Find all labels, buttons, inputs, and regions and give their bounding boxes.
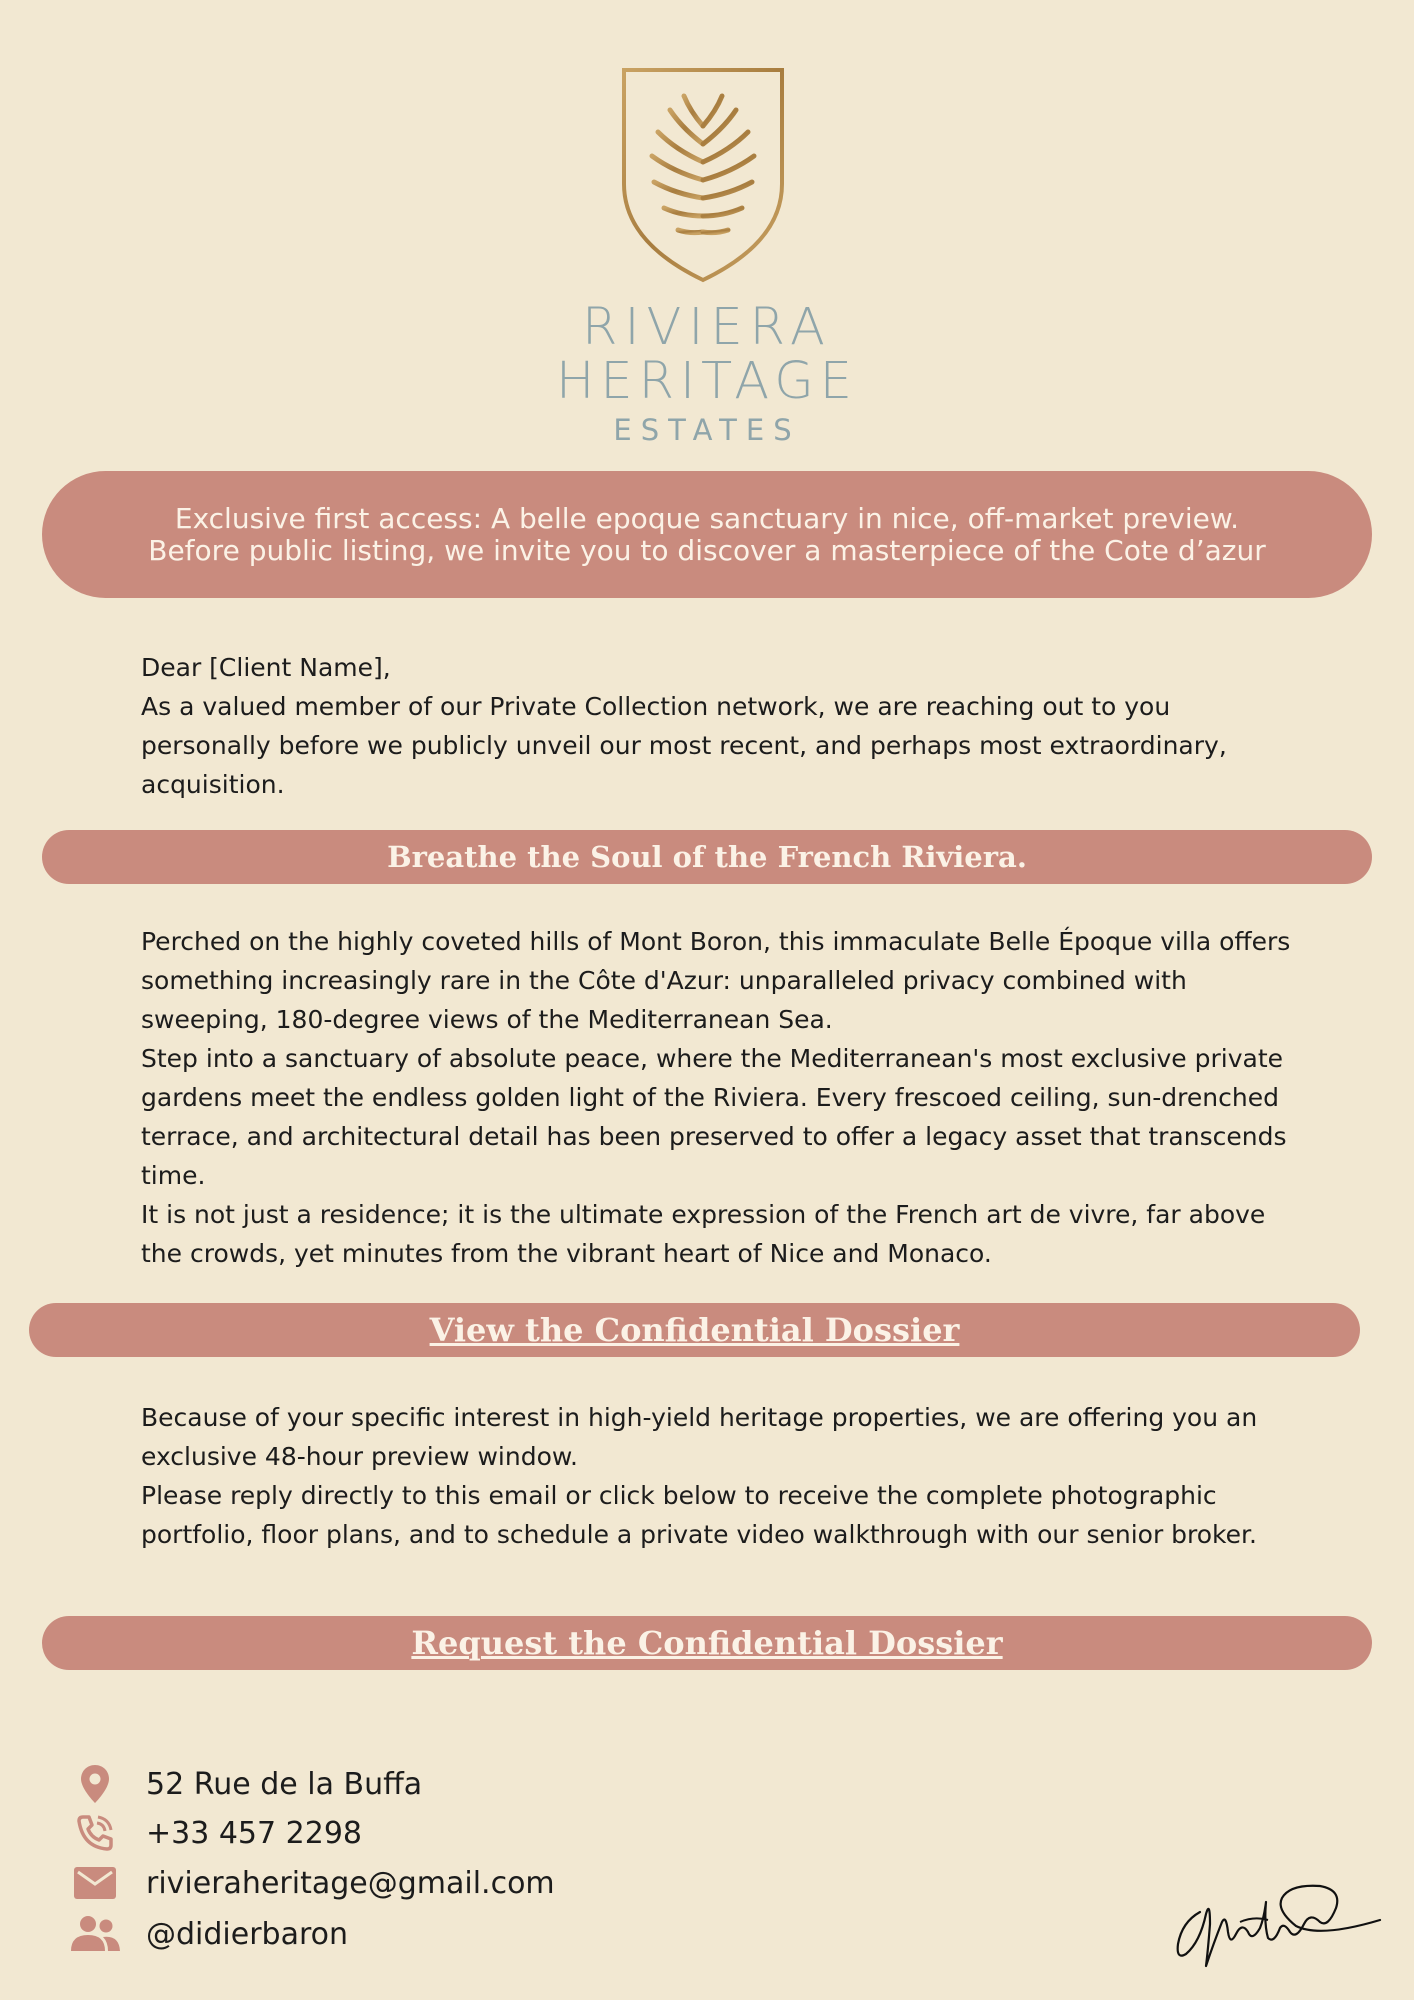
contact-address [66, 1762, 422, 1806]
offer-paragraph: Please reply directly to this email or click below to receive the complete photographic portfolio, floor plans, and to schedule a private video walkthrough with our senior broker. [141, 1481, 1257, 1549]
contact-phone [66, 1811, 362, 1855]
offer-paragraph: Because of your specific interest in high-yield heritage properties, we are offering you an exclusive 48-hour preview window. [141, 1403, 1258, 1471]
users-icon [66, 1912, 124, 1956]
brand-name-line-1: RIVIERA [582, 298, 832, 357]
phone-icon [66, 1811, 124, 1855]
contact-social [66, 1912, 348, 1956]
offer-section [141, 1398, 1291, 1554]
request-dossier-button[interactable]: Request the Confidential Dossier [42, 1616, 1372, 1670]
description-paragraph: Perched on the highly coveted hills of Mont Boron, this immaculate Belle Époque villa offers something increasingly rare in the Côte d'Azur: unparalleled privacy combined with sweeping, 180-degree views of the Mediterranean Sea. [141, 927, 1291, 1034]
hero-headline: Exclusive first access: A belle epoque sanctuary in nice, off-market preview. [174, 501, 1240, 535]
phone-text: +33 457 2298 [146, 1815, 362, 1851]
property-description [141, 922, 1291, 1273]
intro-paragraph: As a valued member of our Private Collection network, we are reaching out to you personally before we publicly unveil our most recent, and perhaps most extraordinary, acquisition. [141, 692, 1227, 799]
palm-shield-logo [620, 66, 786, 284]
email-icon [66, 1861, 124, 1905]
intro-section [141, 648, 1291, 804]
description-paragraph: It is not just a residence; it is the ultimate expression of the French art de vivre, far above the crowds, yet minutes from the vibrant heart of Nice and Monaco. [141, 1200, 1266, 1268]
location-pin-icon [66, 1762, 124, 1806]
email-text: rivieraheritage@gmail.com [146, 1865, 555, 1901]
contact-email [66, 1861, 555, 1905]
hero-subheadline: Before public listing, we invite you to discover a masterpiece of the Cote d’azur [148, 533, 1266, 567]
hero-banner [42, 471, 1372, 598]
greeting: Dear [Client Name], [141, 653, 391, 682]
brand-name-line-2: HERITAGE [556, 352, 858, 411]
section-heading: Breathe the Soul of the French Riviera. [42, 830, 1372, 884]
social-handle-text: @didierbaron [146, 1916, 349, 1952]
description-paragraph: Step into a sanctuary of absolute peace, where the Mediterranean's most exclusive private gardens meet the endless golden light of the Riviera. Every frescoed ceiling, sun-drenched terrace, and architectural detail has been preserved to offer a legacy asset that transcends time. [141, 1044, 1287, 1190]
address-text: 52 Rue de la Buffa [146, 1766, 423, 1802]
view-dossier-button[interactable]: View the Confidential Dossier [29, 1303, 1360, 1357]
brand-name-line-3: ESTATES [613, 413, 801, 447]
handwritten-signature [1170, 1862, 1382, 1974]
